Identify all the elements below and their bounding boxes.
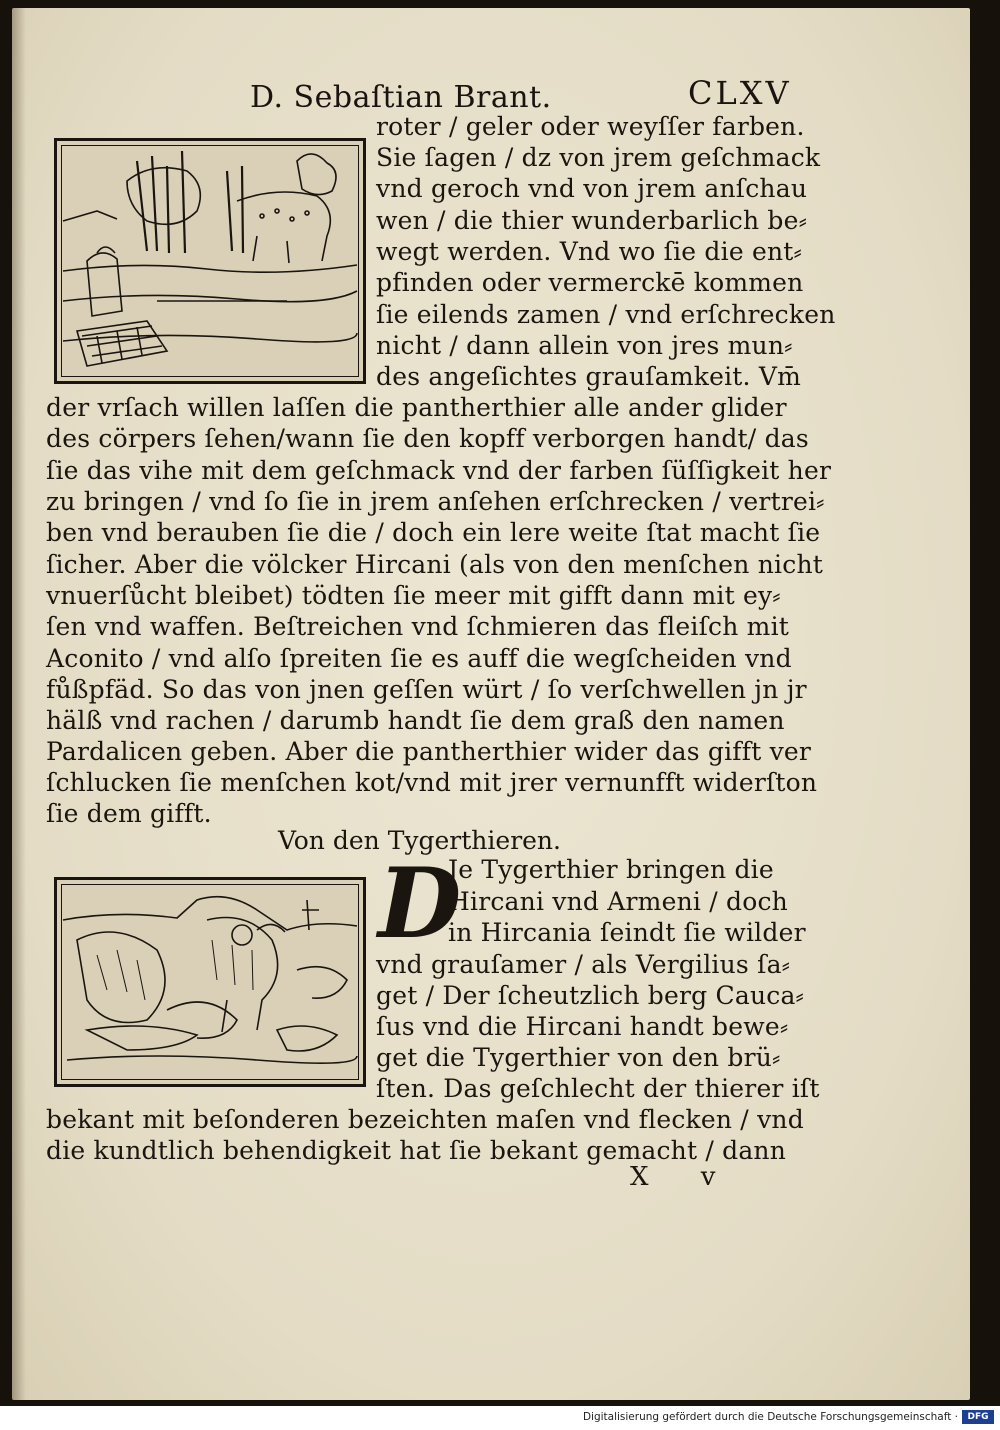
text-line: fůßpfäd. So das von jnen geſſen würt / ſo verſchwellen jn jr	[46, 675, 807, 704]
text-line: der vrſach willen laſſen die pantherthier alle ander glider	[46, 393, 787, 422]
text-line: get die Tygerthier von den brü⸗	[376, 1043, 781, 1072]
section-heading: Von den Tygerthieren.	[278, 826, 561, 855]
text-line: ſie eilends zamen / vnd erſchrecken	[376, 300, 836, 329]
woodcut-tiger-illustration	[54, 877, 366, 1087]
text-line: Hircani vnd Armeni / doch	[448, 887, 788, 916]
woodcut-panther-illustration	[54, 138, 366, 384]
text-line: in Hircania ſeindt ſie wilder	[448, 918, 806, 947]
text-line: Je Tygerthier bringen die	[448, 855, 774, 884]
text-line: Sie ſagen / dz von jrem geſchmack	[376, 143, 821, 172]
signature-mark: X v	[630, 1162, 738, 1192]
text-line: des angeſichtes grauſamkeit. Vm̄	[376, 362, 802, 391]
text-line: ſchlucken ſie menſchen kot/vnd mit jrer vernunfft widerſton	[46, 768, 818, 797]
text-line: pfinden oder vermerckē kommen	[376, 268, 804, 297]
text-line: vnuerſůcht bleibet) tödten ſie meer mit gifft dann mit ey⸗	[46, 581, 781, 610]
text-line: roter / geler oder weyſſer farben.	[376, 112, 805, 141]
text-line: zu bringen / vnd ſo ſie in jrem anſehen erſchrecken / vertrei⸗	[46, 487, 825, 516]
text-line: Aconito / vnd alſo ſpreiten ſie es auff die wegſcheiden vnd	[46, 644, 792, 673]
text-line: vnd geroch vnd von jrem anſchau	[376, 174, 808, 203]
text-line: ſicher. Aber die völcker Hircani (als von den menſchen nicht	[46, 550, 823, 579]
text-line: wegt werden. Vnd wo ſie die ent⸗	[376, 237, 803, 266]
text-line: ſie dem gifft.	[46, 799, 212, 828]
folio-number: CLXV	[688, 74, 792, 112]
running-head-author: D. Sebaſtian Brant.	[250, 80, 552, 115]
text-line: ſten. Das geſchlecht der thierer iſt	[376, 1074, 820, 1103]
text-line: ben vnd berauben ſie die / doch ein lere weite ſtat macht ſie	[46, 518, 821, 547]
text-line: wen / die thier wunderbarlich be⸗	[376, 206, 808, 235]
text-line: des cörpers ſehen/wann ſie den kopff verborgen handt/ das	[46, 424, 809, 453]
text-line: bekant mit beſonderen bezeichten maſen vnd flecken / vnd	[46, 1105, 804, 1134]
text-line: die kundtlich behendigkeit hat ſie bekant gemacht / dann	[46, 1136, 787, 1165]
page-gutter-shadow	[12, 8, 26, 1400]
text-line: hälß vnd rachen / darumb handt ſie dem graß den namen	[46, 706, 785, 735]
funding-credit: Digitalisierung gefördert durch die Deutsche Forschungsgemeinschaft ·	[582, 1411, 958, 1423]
text-line: vnd grauſamer / als Vergilius ſa⸗	[376, 950, 791, 979]
drop-cap-initial: D	[378, 847, 462, 960]
text-line: Pardalicen geben. Aber die pantherthier wider das gifft ver	[46, 737, 812, 766]
text-line: get / Der ſcheutzlich berg Cauca⸗	[376, 981, 805, 1010]
text-line: ſus vnd die Hircani handt bewe⸗	[376, 1012, 789, 1041]
text-line: nicht / dann allein von jres mun⸗	[376, 331, 793, 360]
text-line: ſie das vihe mit dem geſchmack vnd der farben ſüſſigkeit her	[46, 456, 832, 485]
text-line: ſen vnd waffen. Beſtreichen vnd ſchmieren das fleiſch mit	[46, 612, 790, 641]
dfg-logo: DFG	[962, 1410, 994, 1424]
